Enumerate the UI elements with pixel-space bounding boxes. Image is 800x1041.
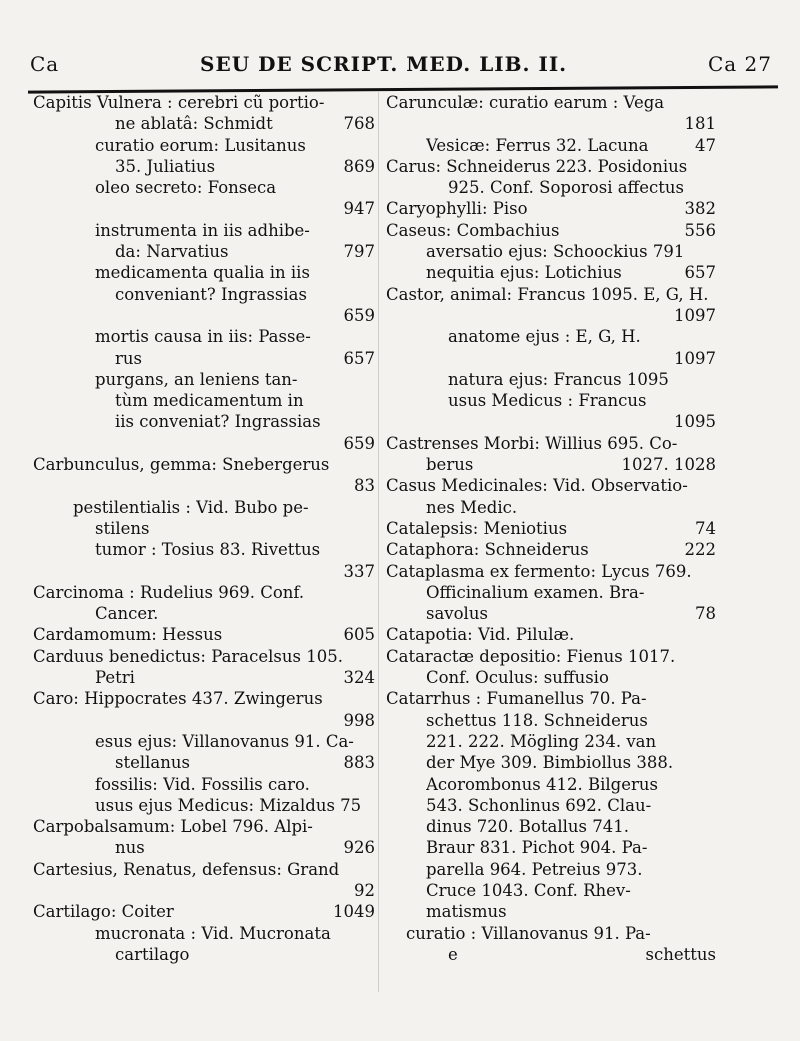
- index-entry-page-number: [710, 497, 716, 518]
- index-entry-text: Casus Medicinales: Vid. Observatio-: [386, 476, 688, 496]
- index-entry-text: stellanus: [115, 753, 190, 773]
- index-line: [386, 859, 716, 880]
- index-line: [33, 923, 375, 944]
- index-entry-text: Capitis Vulnera : cerebri cũ portio-: [33, 93, 325, 112]
- index-entry-text: stilens: [95, 518, 150, 538]
- index-entry-text: nes Medic.: [426, 497, 518, 517]
- index-line: [33, 92, 375, 113]
- index-line: [386, 901, 716, 922]
- index-entry-page-number: [369, 646, 375, 667]
- index-entry-text: Carbunculus, gemma: Snebergerus: [33, 455, 330, 475]
- index-entry-page-number: [710, 390, 716, 411]
- index-entry-page-number: [710, 795, 716, 816]
- header-right-guideword-page: Ca 27: [707, 52, 772, 76]
- index-entry-text: mortis causa in iis: Passe-: [95, 327, 311, 347]
- index-entry-page-number: [710, 859, 716, 880]
- index-line: [386, 433, 716, 454]
- index-line: [33, 220, 375, 241]
- index-entry-text: Castrenses Morbi: Willius 695. Co-: [386, 433, 678, 453]
- index-entry-text: ne ablatâ: Schmidt: [115, 114, 273, 134]
- index-entry-text: Cataphora: Schneiderus: [386, 540, 589, 560]
- index-entry-page-number: 657: [343, 348, 375, 368]
- index-line: [33, 326, 375, 347]
- index-line: [386, 348, 716, 369]
- index-entry-page-number: [710, 667, 716, 688]
- index-line: [33, 135, 375, 156]
- index-line: [33, 518, 375, 539]
- index-entry-page-number: 605: [343, 625, 375, 645]
- index-line: [33, 156, 375, 177]
- index-line: [33, 624, 375, 645]
- index-line: [33, 795, 375, 816]
- header-left-guideword: Ca: [30, 52, 60, 76]
- index-entry-text: usus ejus Medicus: Mizaldus 75: [95, 795, 362, 815]
- index-entry-page-number: 1097: [674, 305, 716, 325]
- index-entry-page-number: 768: [343, 114, 375, 134]
- index-entry-page-number: 998: [343, 710, 375, 730]
- index-line: [33, 582, 375, 603]
- index-line: [33, 113, 375, 134]
- index-entry-page-number: 222: [684, 540, 716, 560]
- index-line: [386, 624, 716, 645]
- index-entry-page-number: [369, 177, 375, 198]
- index-entry-page-number: [710, 156, 716, 177]
- index-entry-text: Cataplasma ex fermento: Lycus 769.: [386, 561, 692, 581]
- index-entry-text: Carduus benedictus: Paracelsus 105.: [33, 646, 343, 666]
- index-entry-page-number: schettus: [645, 944, 716, 964]
- index-line: [33, 262, 375, 283]
- index-line: [33, 710, 375, 731]
- index-entry-text: Cancer.: [95, 604, 159, 624]
- index-line: [386, 475, 716, 496]
- running-header: [30, 52, 772, 86]
- index-entry-page-number: [369, 731, 375, 752]
- index-line: [33, 944, 375, 965]
- index-line: [386, 944, 716, 965]
- index-line: [386, 326, 716, 347]
- index-entry-text: savolus: [426, 604, 488, 624]
- index-entry-page-number: [369, 795, 375, 816]
- index-entry-page-number: 1027. 1028: [621, 455, 716, 475]
- index-entry-page-number: [710, 561, 716, 582]
- index-line: [386, 497, 716, 518]
- index-entry-text: parella 964. Petreius 973.: [426, 859, 643, 879]
- index-line: [33, 475, 375, 496]
- index-entry-text: Caro: Hippocrates 437. Zwingerus: [33, 689, 323, 709]
- index-line: [33, 667, 375, 688]
- index-entry-text: cartilago: [115, 944, 190, 964]
- index-entry-text: conveniant? Ingrassias: [115, 284, 307, 304]
- index-line: [33, 433, 375, 454]
- index-entry-text: Acorombonus 412. Bilgerus: [426, 774, 658, 794]
- index-entry-page-number: [710, 731, 716, 752]
- index-entry-page-number: [710, 177, 716, 198]
- index-line: [386, 582, 716, 603]
- index-entry-text: 221. 222. Mögling 234. van: [426, 731, 657, 751]
- index-line: [386, 688, 716, 709]
- right-column: [386, 92, 716, 965]
- index-entry-text: Braur 831. Pichot 904. Pa-: [426, 838, 648, 858]
- index-entry-page-number: [369, 92, 375, 113]
- index-entry-page-number: [369, 688, 375, 709]
- index-entry-text: Petri: [95, 668, 135, 688]
- index-entry-page-number: [710, 284, 716, 305]
- index-entry-page-number: [710, 901, 716, 922]
- index-line: [386, 262, 716, 283]
- index-entry-page-number: [369, 262, 375, 283]
- index-entry-text: da: Narvatius: [115, 242, 229, 262]
- index-entry-text: curatio eorum: Lusitanus: [95, 135, 306, 155]
- index-entry-page-number: 382: [684, 199, 716, 219]
- index-entry-text: Conf. Oculus: suffusio: [426, 668, 609, 688]
- index-entry-text: Carpobalsamum: Lobel 796. Alpi-: [33, 817, 313, 837]
- index-entry-text: Caseus: Combachius: [386, 220, 560, 240]
- index-entry-page-number: 556: [684, 220, 716, 240]
- index-entry-text: oleo secreto: Fonseca: [95, 178, 277, 198]
- index-entry-page-number: [369, 923, 375, 944]
- index-entry-text: usus Medicus : Francus: [448, 391, 647, 411]
- index-entry-text: 35. Juliatius: [115, 156, 216, 176]
- index-entry-page-number: 78: [695, 604, 716, 624]
- index-entry-text: medicamenta qualia in iis: [95, 263, 310, 283]
- index-line: [33, 198, 375, 219]
- index-entry-text: 925. Conf. Soporosi affectus: [448, 178, 685, 198]
- index-line: [386, 518, 716, 539]
- index-entry-text: der Mye 309. Bimbiollus 388.: [426, 753, 674, 773]
- index-entry-text: pestilentialis : Vid. Bubo pe-: [73, 497, 309, 517]
- index-line: [386, 135, 716, 156]
- index-line: [33, 752, 375, 773]
- index-entry-text: natura ejus: Francus 1095: [448, 369, 669, 389]
- index-entry-page-number: 92: [354, 880, 375, 900]
- index-entry-page-number: [369, 326, 375, 347]
- index-entry-text: Catapotia: Vid. Pilulæ.: [386, 625, 575, 645]
- index-entry-page-number: 1097: [674, 348, 716, 368]
- index-entry-page-number: 657: [684, 263, 716, 283]
- index-entry-page-number: [710, 752, 716, 773]
- index-line: [386, 177, 716, 198]
- index-entry-text: Cataractæ depositio: Fienus 1017.: [386, 646, 676, 666]
- index-entry-page-number: 1049: [333, 902, 375, 922]
- index-entry-text: iis conveniat? Ingrassias: [115, 412, 321, 432]
- index-line: [386, 156, 716, 177]
- index-line: [33, 241, 375, 262]
- header-title: SEU DE SCRIPT. MED. LIB. II.: [200, 52, 568, 76]
- index-entry-page-number: [710, 646, 716, 667]
- index-entry-text: nus: [115, 838, 145, 858]
- index-line: [33, 497, 375, 518]
- index-line: [386, 369, 716, 390]
- index-line: [386, 752, 716, 773]
- index-entry-page-number: [369, 774, 375, 795]
- index-line: [33, 390, 375, 411]
- index-entry-text: mucronata : Vid. Mucronata: [95, 923, 331, 943]
- index-entry-page-number: [710, 774, 716, 795]
- index-line: [386, 220, 716, 241]
- index-entry-page-number: [710, 369, 716, 390]
- index-line: [386, 305, 716, 326]
- index-entry-page-number: 926: [343, 838, 375, 858]
- index-line: [386, 561, 716, 582]
- column-divider: [378, 92, 379, 992]
- index-entry-page-number: 869: [343, 156, 375, 176]
- index-entry-page-number: [369, 454, 375, 475]
- index-entry-text: dinus 720. Botallus 741.: [426, 817, 629, 837]
- index-entry-page-number: [710, 241, 716, 262]
- index-entry-text: 543. Schonlinus 692. Clau-: [426, 795, 652, 815]
- index-entry-page-number: [369, 390, 375, 411]
- index-entry-page-number: [710, 837, 716, 858]
- index-entry-page-number: [710, 475, 716, 496]
- index-entry-text: anatome ejus : E, G, H.: [448, 327, 641, 347]
- index-entry-page-number: [710, 582, 716, 603]
- index-entry-text: Carus: Schneiderus 223. Posidonius: [386, 156, 688, 176]
- index-entry-page-number: [369, 220, 375, 241]
- index-entry-text: purgans, an leniens tan-: [95, 369, 298, 389]
- index-entry-text: Carcinoma : Rudelius 969. Conf.: [33, 582, 305, 602]
- index-entry-text: berus: [426, 455, 474, 475]
- index-line: [386, 731, 716, 752]
- left-column: [33, 92, 375, 965]
- index-entry-page-number: [369, 944, 375, 965]
- index-entry-page-number: [710, 923, 716, 944]
- index-line: [33, 603, 375, 624]
- index-entry-page-number: [369, 411, 375, 432]
- index-entry-page-number: [369, 582, 375, 603]
- index-line: [386, 837, 716, 858]
- index-entry-page-number: [369, 369, 375, 390]
- index-line: [33, 561, 375, 582]
- index-line: [33, 177, 375, 198]
- index-entry-text: matismus: [426, 902, 507, 922]
- index-line: [386, 646, 716, 667]
- index-entry-page-number: [710, 710, 716, 731]
- index-entry-page-number: 883: [343, 753, 375, 773]
- index-entry-page-number: 47: [695, 135, 716, 155]
- index-entry-page-number: [369, 518, 375, 539]
- index-line: [33, 816, 375, 837]
- index-entry-page-number: 83: [354, 476, 375, 496]
- index-entry-text: Cartesius, Renatus, defensus: Grand: [33, 859, 340, 879]
- index-entry-page-number: 797: [343, 242, 375, 262]
- index-entry-page-number: 659: [343, 433, 375, 453]
- index-line: [386, 923, 716, 944]
- index-entry-page-number: [369, 135, 375, 156]
- index-line: [33, 774, 375, 795]
- index-entry-page-number: 1095: [674, 412, 716, 432]
- index-entry-text: rus: [115, 348, 142, 368]
- index-line: [33, 305, 375, 326]
- index-entry-text: nequitia ejus: Lotichius: [426, 263, 622, 283]
- index-line: [33, 688, 375, 709]
- index-entry-page-number: [369, 603, 375, 624]
- index-line: [33, 539, 375, 560]
- index-entry-page-number: [710, 326, 716, 347]
- index-entry-text: Caryophylli: Piso: [386, 199, 528, 219]
- index-entry-text: Cartilago: Coiter: [33, 902, 174, 922]
- index-entry-text: tùm medicamentum in: [115, 391, 304, 411]
- index-line: [386, 454, 716, 475]
- index-entry-text: Vesicæ: Ferrus 32. Lacuna: [426, 135, 649, 155]
- index-line: [386, 667, 716, 688]
- index-entry-page-number: [710, 816, 716, 837]
- index-line: [386, 816, 716, 837]
- index-line: [33, 880, 375, 901]
- index-line: [386, 710, 716, 731]
- index-entry-page-number: 74: [695, 518, 716, 538]
- index-line: [386, 880, 716, 901]
- index-line: [386, 241, 716, 262]
- index-line: [33, 901, 375, 922]
- index-entry-text: Cardamomum: Hessus: [33, 625, 223, 645]
- index-entry-page-number: [369, 539, 375, 560]
- index-entry-page-number: 659: [343, 305, 375, 325]
- index-line: [386, 390, 716, 411]
- index-entry-text: e: [448, 944, 458, 964]
- index-entry-text: fossilis: Vid. Fossilis caro.: [95, 774, 310, 794]
- index-line: [33, 348, 375, 369]
- index-entry-text: schettus 118. Schneiderus: [426, 710, 648, 730]
- index-line: [33, 646, 375, 667]
- index-entry-page-number: 947: [343, 199, 375, 219]
- index-line: [386, 603, 716, 624]
- index-line: [33, 454, 375, 475]
- index-entry-page-number: 324: [343, 668, 375, 688]
- index-entry-page-number: [710, 92, 716, 113]
- index-entry-text: esus ejus: Villanovanus 91. Ca-: [95, 731, 354, 751]
- index-line: [33, 859, 375, 880]
- index-entry-text: Carunculæ: curatio earum : Vega: [386, 93, 665, 112]
- index-line: [386, 539, 716, 560]
- index-entry-page-number: [710, 880, 716, 901]
- index-entry-page-number: [369, 816, 375, 837]
- index-entry-text: Castor, animal: Francus 1095. E, G, H.: [386, 284, 709, 304]
- index-line: [33, 411, 375, 432]
- index-entry-page-number: [369, 859, 375, 880]
- index-line: [386, 284, 716, 305]
- index-entry-text: aversatio ejus: Schoockius 791: [426, 242, 685, 262]
- index-line: [386, 113, 716, 134]
- index-entry-text: Cruce 1043. Conf. Rhev-: [426, 880, 631, 900]
- index-entry-page-number: 181: [684, 114, 716, 134]
- index-line: [33, 731, 375, 752]
- index-entry-text: instrumenta in iis adhibe-: [95, 220, 310, 240]
- index-line: [386, 198, 716, 219]
- index-entry-text: Catalepsis: Meniotius: [386, 518, 568, 538]
- index-entry-page-number: 337: [343, 561, 375, 581]
- index-line: [33, 837, 375, 858]
- index-line: [33, 369, 375, 390]
- index-entry-text: tumor : Tosius 83. Rivettus: [95, 540, 321, 560]
- index-line: [33, 284, 375, 305]
- index-line: [386, 411, 716, 432]
- index-entry-page-number: [369, 284, 375, 305]
- index-line: [386, 795, 716, 816]
- index-entry-text: curatio : Villanovanus 91. Pa-: [406, 923, 651, 943]
- index-entry-page-number: [710, 688, 716, 709]
- index-entry-page-number: [710, 433, 716, 454]
- index-entry-page-number: [710, 624, 716, 645]
- index-line: [386, 774, 716, 795]
- index-line: [386, 92, 716, 113]
- index-entry-text: Officinalium examen. Bra-: [426, 582, 645, 602]
- index-entry-page-number: [369, 497, 375, 518]
- index-entry-text: Catarrhus : Fumanellus 70. Pa-: [386, 689, 647, 709]
